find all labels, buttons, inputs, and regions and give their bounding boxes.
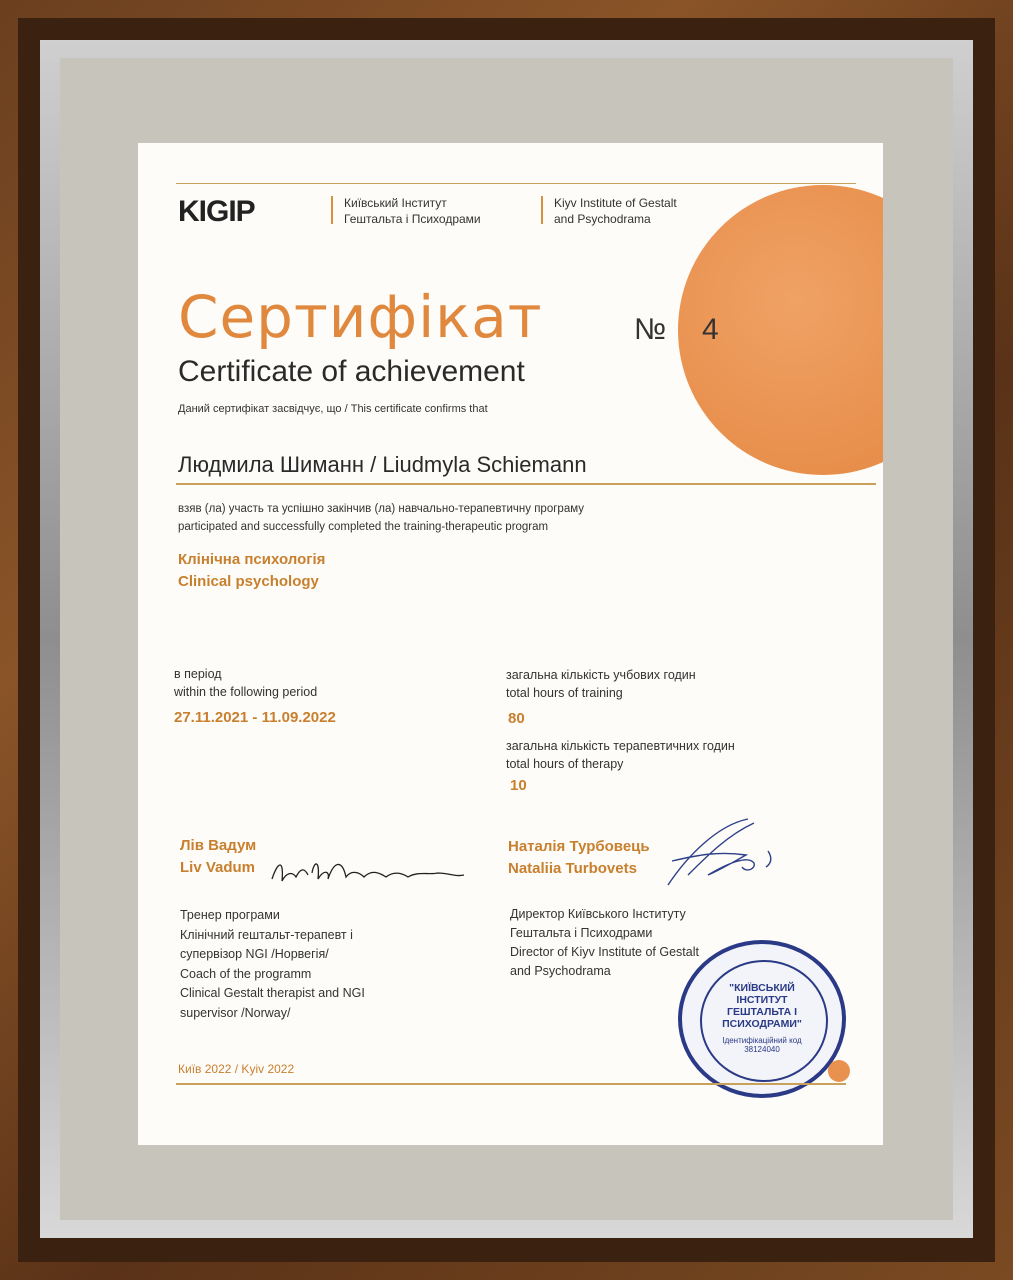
number-sign: № [634,313,667,346]
coach-role: Тренер програми Клінічний гештальт-терапевт і супервізор NGI /Норвегія/ Coach of the programm Clinical Gestalt therapist and NGI supervisor /Norway/ [180,908,365,1020]
training-hours-value: 80 [508,710,525,727]
coach-name: Лів Вадум Liv Vadum [180,837,257,876]
program-name: Клінічна психологія Clinical psychology [178,551,326,590]
certificate-paper [138,143,883,1145]
institute-stamp [678,940,846,1098]
confirm-text: Даний сертифікат засвідчує, що / This certificate confirms that [178,403,488,415]
stamp-code: Ідентифікаційний код 38124040 [722,1036,802,1054]
certificate-number: 4 [702,313,719,346]
therapy-hours-label: загальна кількість терапевтичних годин total hours of therapy [506,739,735,771]
institute-name-ua: Київський Інститут Гештальта і Психодрами [344,196,481,226]
bottom-rule [176,1083,846,1085]
director-role: Директор Київського Інституту Гештальта і Психодрами Director of Kiyv Institute of Gestalt and Psychodrama [510,907,699,978]
period-label: в період within the following period [174,667,318,699]
logo-divider [331,196,333,224]
orange-dot-decoration [828,1060,850,1082]
therapy-hours-value: 10 [510,777,527,794]
training-hours-label: загальна кількість учбових годин total hours of training [506,668,696,700]
director-name: Наталія Турбовець Nataliia Turbovets [508,838,650,877]
top-rule [176,183,856,184]
period-dates: 27.11.2021 - 11.09.2022 [174,709,336,726]
recipient-name: Людмила Шиманн / Liudmyla Schiemann [178,452,587,477]
title-ua: Сертифікат [178,283,543,351]
footer-place-year: Київ 2022 / Kyiv 2022 [178,1062,295,1076]
participated-text: взяв (ла) участь та успішно закінчив (ла) навчально-терапевтичну програму participated and successfully completed the training-therapeutic program [178,503,584,533]
name-rule [176,483,876,485]
coach-signature [268,851,468,891]
director-signature [658,815,788,895]
institute-logo: KIGIP [178,195,255,228]
name-divider [541,196,543,224]
stamp-text: "КИЇВСЬКИЙ ІНСТИТУТ ГЕШТАЛЬТА І ПСИХОДРАМИ" [722,982,802,1030]
title-en: Certificate of achievement [178,355,525,388]
institute-name-en: Kiyv Institute of Gestalt and Psychodrama [554,196,677,226]
